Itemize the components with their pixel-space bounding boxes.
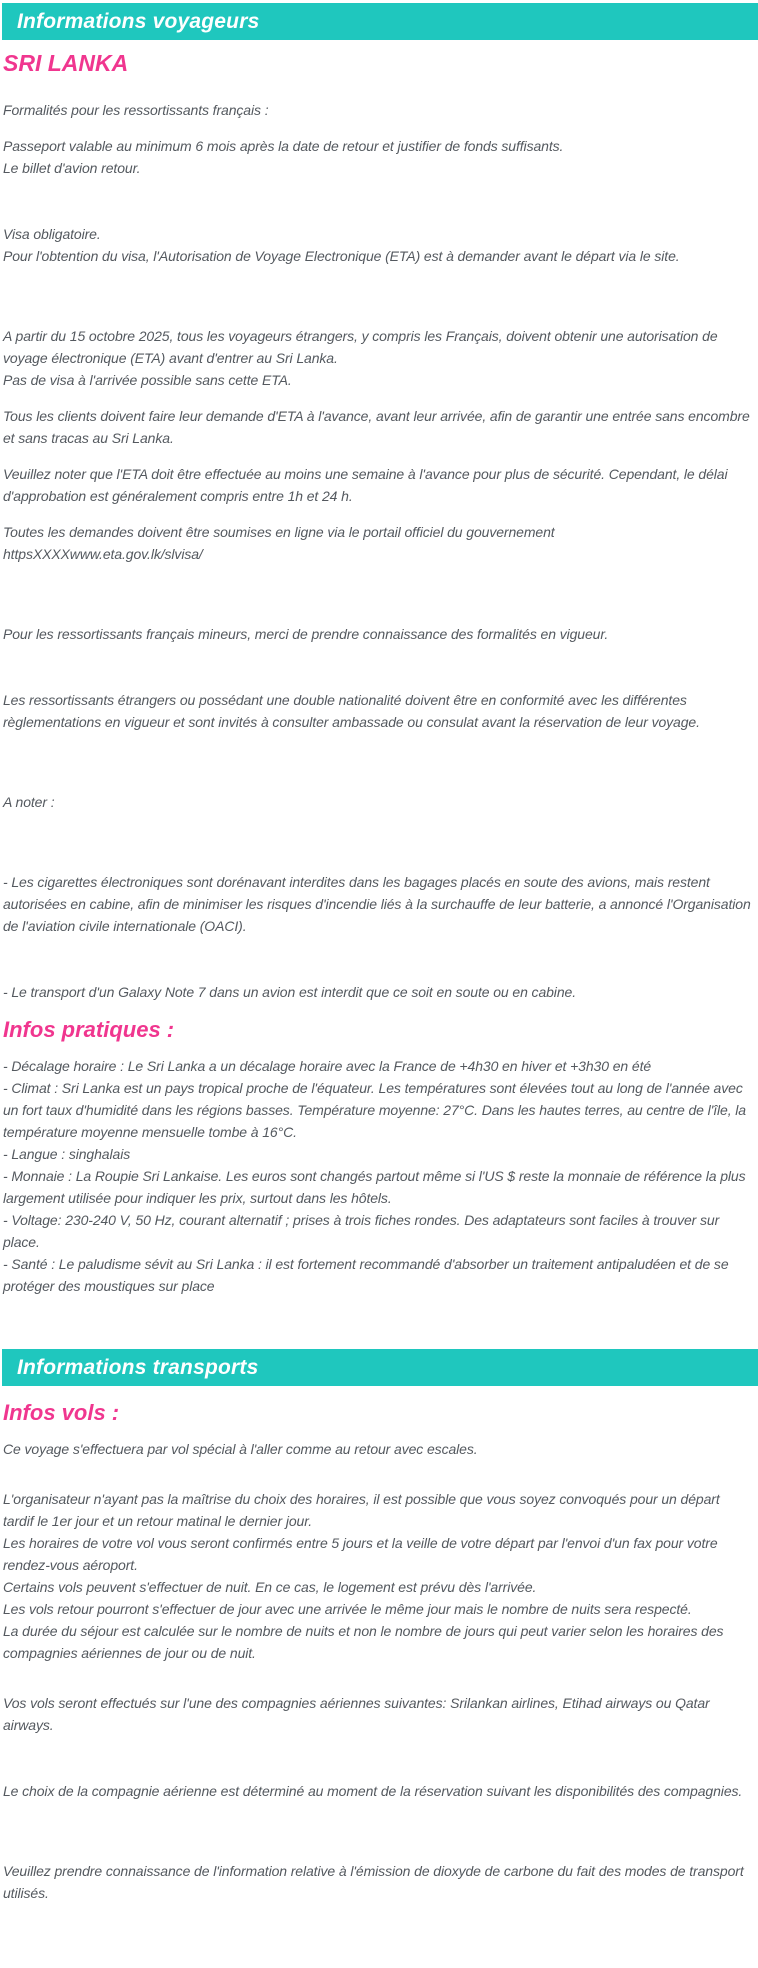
paragraph-billet-avion: Le billet d'avion retour.	[3, 160, 141, 176]
paragraph-monnaie: - Monnaie : La Roupie Sri Lankaise. Les euros sont changés partout même si l'US $ reste la monnaie de référence la plus largement utilisée pour indiquer les prix, surtout dans les hôtels.	[3, 1168, 746, 1206]
banner-title-voyageurs: Informations voyageurs	[17, 9, 260, 33]
paragraph-cigarettes-electroniques: - Les cigarettes électroniques sont dorénavant interdites dans les bagages placés en soute des avions, mais restent autorisées en cabine, afin de minimiser les risques d'incendie liés à la surchauffe de leur batterie, a annoncé l'Organisation de l'aviation civile internationale (OACI).	[3, 874, 751, 934]
subheading-infos-pratiques: Infos pratiques :	[3, 1017, 175, 1042]
subheading-infos-vols: Infos vols :	[3, 1400, 120, 1425]
paragraph-mineurs: Pour les ressortissants français mineurs, merci de prendre connaissance des formalités en vigueur.	[3, 626, 609, 642]
section-informations-transports	[0, 1349, 758, 1904]
paragraph-horaires-confirmes: Les horaires de votre vol vous seront confirmés entre 5 jours et la veille de votre départ par l'envoi d'un fax pour votre rendez-vous aéroport.	[3, 1535, 718, 1573]
paragraph-organisateur: L'organisateur n'ayant pas la maîtrise du choix des horaires, il est possible que vous soyez convoqués pour un départ tardif le 1er jour et un retour matinal le dernier jour.	[3, 1491, 720, 1529]
paragraph-duree-sejour: La durée du séjour est calculée sur le nombre de nuits et non le nombre de jours qui peut varier selon les horaires des compagnies aériennes de jour ou de nuit.	[3, 1623, 724, 1661]
paragraph-delai-approbation: Veuillez noter que l'ETA doit être effectuée au moins une semaine à l'avance pour plus de sécurité. Cependant, le délai d'approbation est généralement compris entre 1h et 24 h.	[3, 466, 728, 504]
paragraph-langue: - Langue : singhalais	[3, 1146, 131, 1162]
paragraph-climat: - Climat : Sri Lanka est un pays tropical proche de l'équateur. Les températures sont élevées tout au long de l'année avec un fort taux d'humidité dans les régions basses. Température moyenne: 27°C. Dans les hautes terres, au centre de l'île, la température moyenne mensuelle tombe à 16°C.	[3, 1080, 746, 1140]
paragraph-compagnies: Vos vols seront effectués sur l'une des compagnies aériennes suivantes: Srilankan airlines, Etihad airways ou Qatar airways.	[3, 1695, 710, 1733]
paragraph-formalites-intro: Formalités pour les ressortissants français :	[3, 102, 269, 118]
section-informations-voyageurs	[0, 3, 758, 1297]
travel-info-document	[0, 3, 758, 1916]
paragraph-vol-special: Ce voyage s'effectuera par vol spécial à l'aller comme au retour avec escales.	[3, 1441, 478, 1457]
paragraph-obtention-visa: Pour l'obtention du visa, l'Autorisation de Voyage Electronique (ETA) est à demander avant le départ via le site.	[3, 248, 680, 264]
paragraph-vols-retour: Les vols retour pourront s'effectuer de jour avec une arrivée le même jour mais le nombre de nuits sera respecté.	[3, 1601, 692, 1617]
banner-informations-transports	[2, 1349, 758, 1386]
paragraph-demande-eta-avance: Tous les clients doivent faire leur demande d'ETA à l'avance, avant leur arrivée, afin de garantir une entrée sans encombre et sans tracas au Sri Lanka.	[3, 408, 750, 446]
eta-portal-url: httpsXXXXwww.eta.gov.lk/slvisa/	[3, 546, 203, 562]
paragraph-dioxyde-carbone: Veuillez prendre connaissance de l'information relative à l'émission de dioxyde de carbone du fait des modes de transport utilisés.	[3, 1863, 744, 1901]
paragraph-portail-officiel: Toutes les demandes doivent être soumises en ligne via le portail officiel du gouvernement	[3, 524, 555, 540]
banner-informations-voyageurs	[2, 3, 758, 40]
paragraph-voltage: - Voltage: 230-240 V, 50 Hz, courant alternatif ; prises à trois fiches rondes. Des adaptateurs sont faciles à trouver sur place.	[3, 1212, 720, 1250]
paragraph-galaxy-note-7: - Le transport d'un Galaxy Note 7 dans un avion est interdit que ce soit en soute ou en cabine.	[3, 984, 576, 1000]
paragraph-choix-compagnie: Le choix de la compagnie aérienne est déterminé au moment de la réservation suivant les disponibilités des compagnies.	[3, 1783, 743, 1799]
paragraph-pas-de-visa: Pas de visa à l'arrivée possible sans cette ETA.	[3, 372, 292, 388]
banner-title-transports: Informations transports	[17, 1355, 259, 1379]
paragraph-eta-obligation: A partir du 15 octobre 2025, tous les voyageurs étrangers, y compris les Français, doivent obtenir une autorisation de voyage électronique (ETA) avant d'entrer au Sri Lanka.	[3, 328, 718, 366]
country-heading: SRI LANKA	[3, 50, 129, 76]
paragraph-decalage-horaire: - Décalage horaire : Le Sri Lanka a un décalage horaire avec la France de +4h30 en hiver et +3h30 en été	[3, 1058, 652, 1074]
paragraph-vols-de-nuit: Certains vols peuvent s'effectuer de nuit. En ce cas, le logement est prévu dès l'arrivée.	[3, 1579, 537, 1595]
paragraph-passeport: Passeport valable au minimum 6 mois après la date de retour et justifier de fonds suffisants.	[3, 138, 564, 154]
paragraph-sante: - Santé : Le paludisme sévit au Sri Lanka : il est fortement recommandé d'absorber un traitement antipaludéen et de se protéger des moustiques sur place	[3, 1256, 729, 1294]
paragraph-visa-obligatoire: Visa obligatoire.	[3, 226, 101, 242]
paragraph-double-nationalite: Les ressortissants étrangers ou possédant une double nationalité doivent être en conformité avec les différentes règlementations en vigueur et sont invités à consulter ambassade ou consulat avant la réservation de leur voyage.	[3, 692, 700, 730]
page-bottom-spacer	[0, 1904, 758, 1916]
paragraph-a-noter: A noter :	[3, 794, 55, 810]
